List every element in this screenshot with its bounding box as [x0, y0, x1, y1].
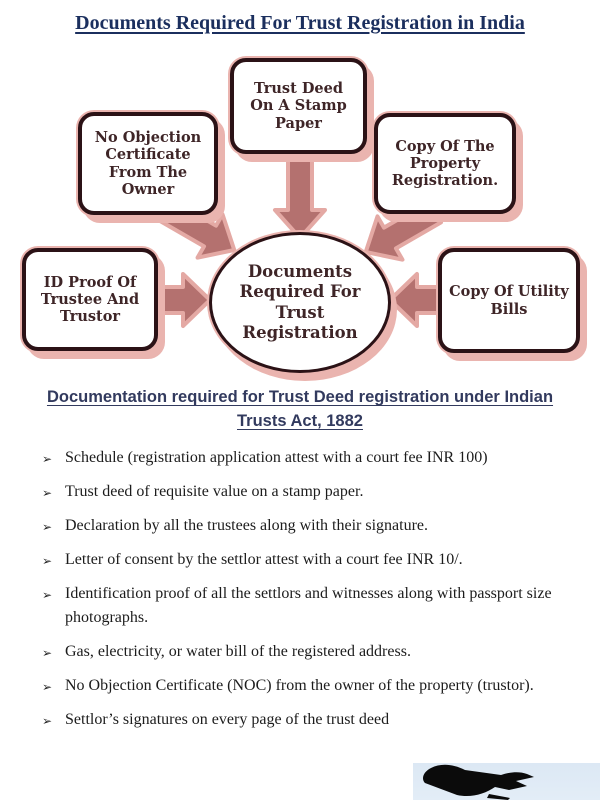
node-utility-bills-copy: [438, 248, 580, 353]
node-trust-deed-stamp-paper: [230, 58, 367, 154]
list-item-text: Identification proof of all the settlors and witnesses along with passport size photographs.: [65, 585, 552, 626]
list-item-text: No Objection Certificate (NOC) from the owner of the property (trustor).: [65, 677, 534, 694]
list-item-text: Settlor’s signatures on every page of the trust deed: [65, 711, 390, 728]
arrow-bullet-icon: ➢: [42, 680, 53, 694]
node-label: No Objection Certificate From The Owner: [94, 129, 202, 198]
handshake-silhouette-graphic: [413, 763, 600, 800]
list-item: [42, 480, 566, 504]
node-label: Trust Deed On A Stamp Paper: [250, 80, 347, 132]
list-item: [42, 446, 566, 470]
node-label: ID Proof Of Trustee And Trustor: [40, 273, 140, 326]
node-label: Copy Of The Property Registration.: [391, 137, 499, 190]
arrow-bullet-icon: ➢: [42, 554, 53, 568]
list-item: [42, 708, 566, 732]
arrow-bullet-icon: ➢: [42, 588, 53, 602]
arrow-from-right-icon: [390, 274, 444, 326]
list-item: [42, 548, 566, 572]
arrow-bullet-icon: ➢: [42, 646, 53, 660]
arrow-bullet-icon: ➢: [42, 520, 53, 534]
documents-list: [42, 446, 566, 742]
list-item: [42, 674, 566, 698]
node-id-proof: [22, 248, 158, 351]
section-heading: Documentation required for Trust Deed registration under Indian Trusts Act, 1882: [46, 388, 554, 430]
arrow-from-top-center-icon: [275, 158, 325, 238]
list-item: [42, 582, 566, 630]
handshake-silhouette-image: [413, 763, 600, 800]
node-no-objection-certificate: [78, 112, 218, 215]
node-property-registration-copy: [374, 113, 516, 214]
page-title: Documents Required For Trust Registration in India: [75, 12, 525, 34]
list-item-text: Gas, electricity, or water bill of the registered address.: [65, 643, 411, 660]
diagram-center-ellipse: [209, 232, 391, 373]
list-item-text: Declaration by all the trustees along with their signature.: [65, 517, 428, 534]
list-item-text: Schedule (registration application attest with a court fee INR 100): [65, 449, 488, 466]
trust-registration-diagram: [0, 50, 600, 382]
center-label: Documents Required For Trust Registration: [239, 262, 361, 342]
list-item-text: Trust deed of requisite value on a stamp paper.: [65, 483, 364, 500]
node-label: Copy Of Utility Bills: [449, 283, 569, 318]
arrow-bullet-icon: ➢: [42, 452, 53, 466]
arrow-from-left-icon: [156, 274, 210, 326]
arrow-bullet-icon: ➢: [42, 486, 53, 500]
list-item: [42, 514, 566, 538]
list-item-text: Letter of consent by the settlor attest with a court fee INR 10/.: [65, 551, 463, 568]
arrow-bullet-icon: ➢: [42, 714, 53, 728]
list-item: [42, 640, 566, 664]
